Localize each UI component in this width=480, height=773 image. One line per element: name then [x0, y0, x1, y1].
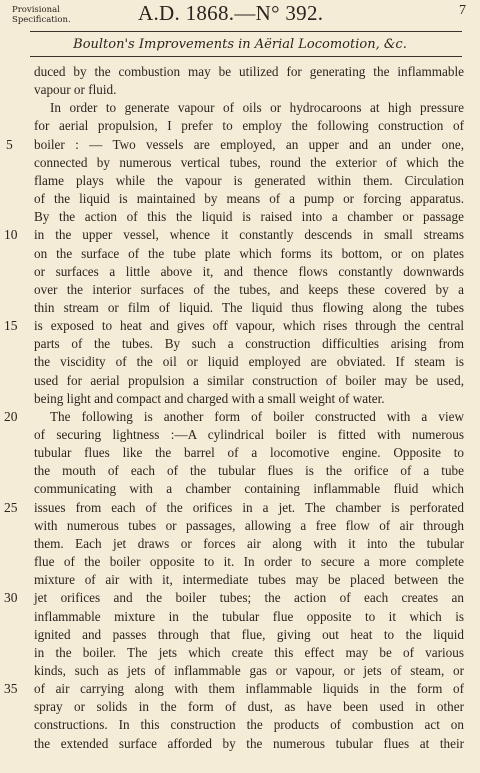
text-line: In order to generate vapour of oils or hydrocaroons at high pressure: [50, 100, 464, 116]
text-line: mixture of air with it, intermediate tubes may be placed between the: [34, 572, 464, 588]
text-line: on the surface of the tube plate which forms its bottom, or on plates: [34, 245, 464, 261]
text-line: communicating with a chamber containing inflammable fluid which: [34, 481, 464, 497]
text-line: in the upper vessel, whence it constantly descends in small streams: [34, 227, 464, 243]
text-line: the mouth of each of the tubular flues is the orifice of a tube: [34, 463, 464, 479]
text-line: them. Each jet draws or forces air along with it into the tubular: [34, 535, 464, 551]
text-line: boiler : — Two vessels are employed, an upper and an under one,: [34, 136, 464, 152]
text-line: spray or solids in the form of dust, as have been used in other: [34, 699, 464, 715]
header-rule-top: [30, 31, 462, 32]
page-title: A.D. 1868.—N° 392.: [138, 1, 324, 25]
text-line: the viscidity of the oil or liquid employed are obviated. If steam is: [34, 354, 464, 370]
line-number-marker: 10: [4, 227, 18, 243]
text-line: for aerial propulsion, I prefer to employ the following construction of: [34, 118, 464, 134]
text-line: The following is another form of boiler constructed with a view: [50, 408, 464, 424]
text-line: with numerous tubes or passages, allowing a free flow of air through: [34, 517, 464, 533]
text-line: By the action of this the liquid is raised into a chamber or passage: [34, 209, 464, 225]
text-line: is exposed to heat and gives off vapour, which rises through the central: [34, 318, 464, 334]
line-number-marker: 20: [4, 408, 18, 424]
provisional-specification-label: Provisional Specification.: [12, 5, 71, 25]
line-number-marker: 35: [4, 681, 18, 697]
line-number-marker: 25: [4, 499, 18, 515]
text-line: jet orifices and the boiler tubes; the action of each creates an: [34, 590, 464, 606]
text-line: tubular flues like the barrel of a locomotive engine. Opposite to: [34, 445, 464, 461]
text-line: vapour or fluid.: [34, 82, 117, 98]
line-number-marker: 15: [4, 318, 18, 334]
text-line: inflammable mixture in the tubular flue opposite to it which is: [34, 608, 464, 624]
text-line: over the interior surfaces of the tubes, and keeps these covered by a: [34, 281, 464, 297]
header-rule-bottom: [30, 56, 462, 57]
line-number-marker: 5: [6, 136, 13, 152]
text-line: connected by numerous vertical tubes, round the exterior of which the: [34, 154, 464, 170]
text-line: of securing lightness :—A cylindrical boiler is fitted with numerous: [34, 427, 464, 442]
text-line: parts of the tubes. By such a construction difficulties arising from: [34, 336, 464, 352]
text-line: of air carrying along with them inflammable liquids in the form of: [34, 681, 464, 697]
line-number-marker: 30: [4, 590, 18, 606]
text-line: being light and compact and charged with a small weight of water.: [34, 390, 385, 406]
text-line: constructions. In this construction the products of combustion act on: [34, 717, 464, 733]
text-line: kinds, such as jets of inflammable gas or vapour, or jets of steam, or: [34, 662, 464, 678]
text-line: issues from each of the orifices in a jet. The chamber is perforated: [34, 499, 464, 515]
text-line: of the liquid is maintained by means of a pump or forcing apparatus.: [34, 191, 464, 207]
page-header: [0, 0, 480, 30]
page-number: 7: [459, 3, 466, 18]
text-line: flue of the boiler opposite to it. In order to secure a more complete: [34, 554, 464, 570]
running-subtitle: Boulton's Improvements in Aërial Locomotion, &c.: [73, 37, 407, 52]
text-line: duced by the combustion may be utilized for generating the inflammable: [34, 64, 464, 79]
text-line: flame plays while the vapour is generated within them. Circulation: [34, 172, 464, 188]
text-line: or surfaces a little above it, and thence flows constantly downwards: [34, 263, 464, 279]
text-line: used for aerial propulsion a similar construction of boiler may be used,: [34, 372, 464, 388]
text-line: in the boiler. The jets which create this effect may be of various: [34, 644, 464, 660]
text-line: ignited and passes through that flue, giving out heat to the liquid: [34, 626, 464, 642]
text-line: the extended surface afforded by the numerous tubular flues at their: [34, 735, 464, 751]
text-line: thin stream or film of liquid. The liquid thus flowing along the tubes: [34, 299, 464, 315]
